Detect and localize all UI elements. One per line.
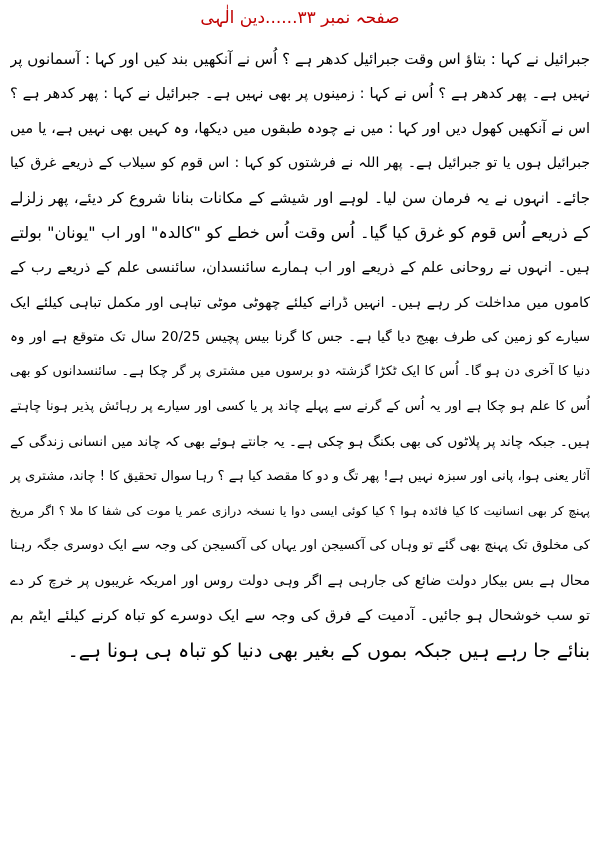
text-line: ہیں۔ جبکہ چاند پر پلاٹوں کی بھی بکنگ ہو چکی ہے۔ یہ جانتے ہوئے بھی کہ چاند میں انسانی زندگی کے [10, 433, 590, 450]
text-line: کی مخلوق تک پہنچ بھی گئے تو وہاں کی آکسیجن اور یہاں کی آکسیجن کی وجہ سے ایک دوسری جگہ رہنا [10, 538, 590, 554]
text-line: اُس کا علم ہو چکا ہے اور یہ اُس کے گرنے سے پہلے چاند پر یا کسی اور سیارے پر رہائش پذیر ہونا چاہتے [10, 398, 590, 414]
text-line: پہنچ کر بھی انسانیت کا کیا فائدہ ہوا ؟ کیا کوئی ایسی دوا یا نسخہ درازی عمر یا موت کی شفا کا ملا ؟ اگر مریخ [10, 504, 590, 519]
text-line: آثار یعنی ہوا، پانی اور سبزہ نہیں ہے! پھر تگ و دو کا مقصد کیا ہے ؟ رہا سوال تحقیق کا ! چاند، مشتری پر [10, 468, 590, 484]
text-line: کے ذریعے اُس قوم کو غرق کیا گیا۔ اُس وقت اُس خطے کو "کالدہ" اور اب "یونان" بولتے [10, 222, 590, 242]
page-header [0, 6, 600, 30]
text-line: جبرائیل نے کہا : بتاؤ اس وقت جبرائیل کدھر ہے ؟ اُس نے آنکھیں بند کیں اور کہا : آسمانوں پر [10, 50, 590, 68]
text-line: جبرائیل ہوں یا تو جبرائیل ہے۔ پھر اللہ نے فرشتوں کو کہا : اس قوم کو سیلاب کے ذریعے غرق کیا [10, 155, 590, 172]
text-line: محال ہے بس بیکار دولت ضائع کی جارہی ہے اگر وہی دولت روس اور امریکہ غریبوں پر خرچ کر دے [10, 572, 590, 589]
body-text [10, 42, 590, 668]
text-line: تو سب خوشحال ہو جائیں۔ آدمیت کے فرق کی وجہ سے ایک دوسرے کو تباہ کرنے کیلئے ایٹم بم [10, 607, 590, 624]
text-line: جائے۔ انہوں نے یہ فرمان سن لیا۔ لوہے اور شیشے کے مکانات بنانا شروع کر دیئے، پھر زلزلے [10, 189, 590, 208]
text-line: دنیا کا آخری دن ہو گا۔ اُس کا ایک ٹکڑا گزشتہ دو برسوں میں مشتری پر گر چکا ہے۔ سائنسدانوں کو بھی [10, 364, 590, 380]
text-line: بنائے جا رہے ہیں جبکہ بموں کے بغیر بھی دنیا کو تباہ ہی ہونا ہے۔ [67, 639, 590, 662]
text-line: ہیں۔ انہوں نے روحانی علم کے ذریعے اور اب ہمارے سائنسدان، سائنسی علم کے ذریعے رب کے [10, 259, 590, 276]
page-title: صفحہ نمبر ۳۳......دین الٰہی [200, 8, 400, 28]
text-line: کاموں میں مداخلت کر رہے ہیں۔ انہیں ڈرانے کیلئے چھوٹی موٹی تباہی اور مکمل تباہی کیلئے ایک [10, 294, 590, 311]
text-line: اس نے آنکھیں کھول دیں اور کہا : میں نے چودہ طبقوں میں دیکھا، وہ کہیں بھی نہیں ہے، یا میں [10, 120, 590, 137]
text-line: سیارے کو زمین کی طرف بھیج دیا گیا ہے۔ جس کا گرنا بیس پچیس 20/25 سال تک متوقع ہے اور وہ [10, 329, 590, 346]
text-line: نہیں ہے۔ پھر کدھر ہے ؟ اُس نے کہا : زمینوں پر بھی نہیں ہے۔ جبرائیل نے کہا : پھر کدھر ہے ؟ [10, 85, 590, 102]
